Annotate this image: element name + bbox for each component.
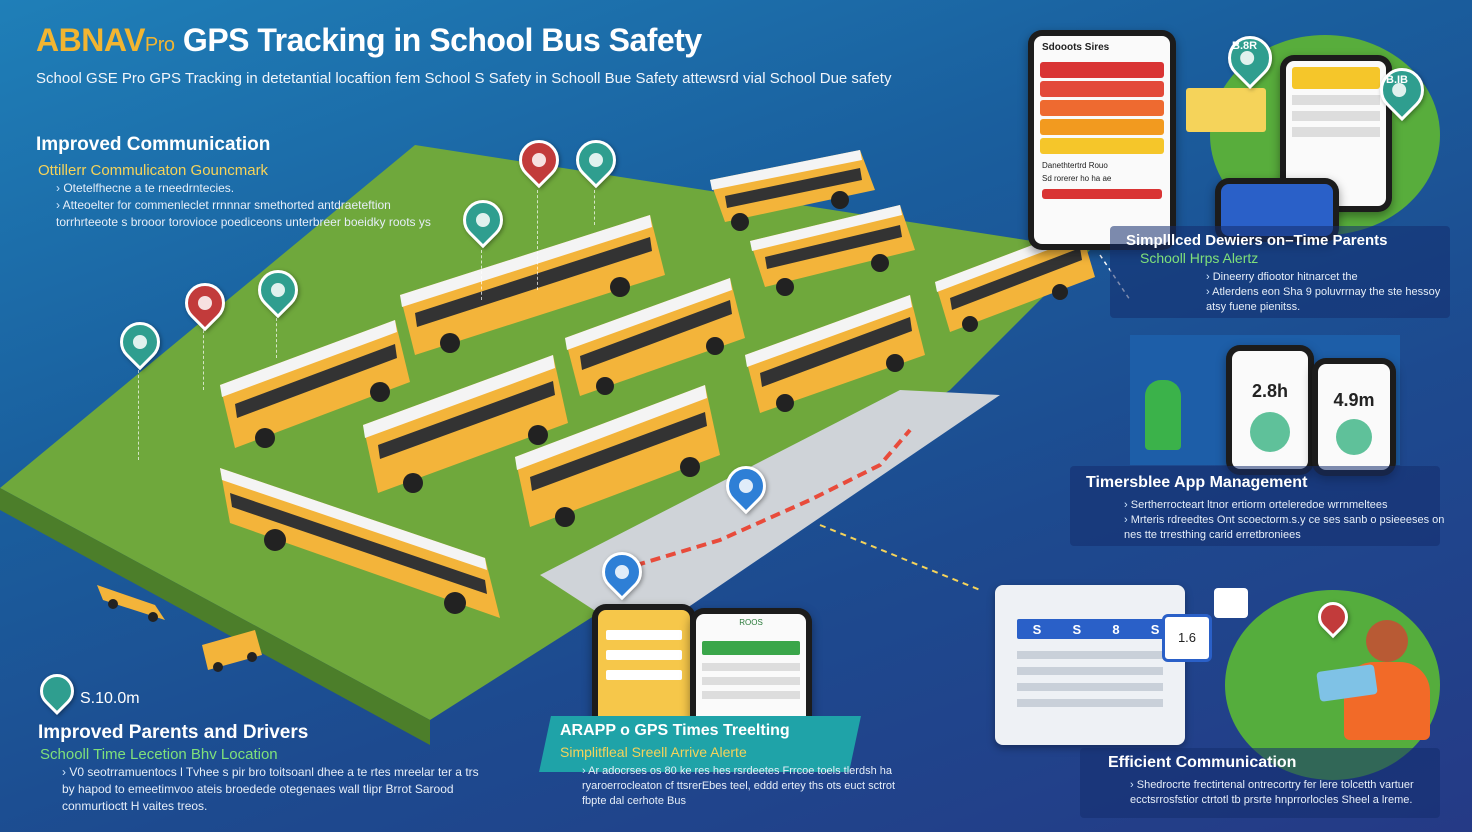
digit: S [1032, 621, 1042, 637]
bullet-list [46, 764, 482, 815]
bullet-item: › Dineerry dfiootor hitnarcet the [1206, 270, 1456, 285]
person-head [1366, 620, 1408, 662]
bullet-item: › Otetelfhecne a te rneedrntecies. [56, 180, 436, 197]
popup-card: 1.6 [1162, 614, 1212, 662]
bullet-item: › Atlerdens eon Sha 9 poluvrrnay the ste hessoy atsy fuene pienitss. [1206, 285, 1456, 315]
school-bus-small [95, 570, 170, 630]
section-heading: Efficient Communication [1108, 754, 1297, 771]
list-line [1017, 683, 1163, 691]
phone-device[interactable] [1226, 345, 1314, 475]
card [1292, 67, 1380, 89]
title-text: GPS Tracking in School Bus Safety [182, 22, 702, 58]
digit: 8 [1112, 621, 1120, 637]
digit-bar [1017, 619, 1175, 639]
list-line [702, 663, 800, 671]
list-line [606, 630, 682, 640]
school-bus [740, 295, 930, 420]
bullet-list [40, 180, 436, 231]
list-line [1017, 699, 1163, 707]
school-bus-small [200, 625, 265, 680]
route-arrow [820, 525, 980, 590]
pin-line [481, 250, 482, 300]
pin-line [276, 318, 277, 358]
section-heading: Timersblee App Management [1086, 474, 1308, 491]
phone-screen [696, 614, 806, 732]
bullet-item: › Sertherrocteart ltnor ertiorm orteleredoe wrrnmeltees [1124, 498, 1454, 513]
notification-card [1186, 88, 1266, 132]
brand-name: ABNAV [36, 22, 145, 58]
bullet-list [1190, 270, 1456, 315]
phone-header: Sdooots Sires [1042, 42, 1110, 53]
pin-line [138, 370, 139, 460]
alert-row[interactable] [1040, 138, 1164, 154]
section-heading: Simplllced Dewiers on–Time Parents [1126, 232, 1388, 249]
page-subtitle: School GSE Pro GPS Tracking in detetantial locaftion fem School S Safety in Schooll Bue Safety attewsrd vial School Due safety [36, 70, 892, 87]
bullet-list [566, 764, 902, 809]
bullet-item: › Shedrocrte frectirtenal ontrecortry fer lere tolcetth vartuer ecctsrrosfstior ctrtotl tb prsrte hnprrorlocles Sheel a lreme. [1130, 778, 1450, 808]
person-icon [1145, 380, 1181, 450]
phone-screen [598, 610, 690, 730]
school-bus [215, 458, 510, 628]
list-line [702, 691, 800, 699]
bullet-list [1108, 498, 1454, 543]
section-tag: Simplitfleal Sreell Arrive Alerte [560, 744, 747, 760]
bullet-item: › Atteoelter for commenleclet rrnnnar smethorted antdraeteftion torrhrteeote s brooor torovioce poediceons unterbreer boeidky roots ys [56, 197, 436, 231]
phone-screen [1232, 351, 1308, 469]
pin-badge: B.8R [1232, 40, 1258, 52]
phone-footer-line: Sd rorerer ho ha ae [1042, 174, 1112, 183]
digit: S [1150, 621, 1160, 637]
alert-row[interactable] [1040, 119, 1164, 135]
status-bar [702, 641, 800, 655]
bullet-item: › Ar adocrses os 80 ke res hes rsrdeetes Frrcoe toels tlerdsh ha ryaroerrocleaton cf ttsrerEbes teel, eddd ertey ths ots euct sctrot fbpte dal cerhote Bus [582, 764, 902, 809]
section-heading: Improved Parents and Drivers [38, 722, 309, 743]
bullet-list [1114, 778, 1450, 808]
section-tag: Schooll Hrps Alertz [1140, 250, 1259, 266]
alert-row[interactable] [1040, 62, 1164, 78]
alert-row[interactable] [1040, 81, 1164, 97]
progress-ring [1336, 419, 1372, 455]
distance-value: S.10.0m [80, 690, 140, 707]
section-heading: Improved Communication [36, 134, 271, 155]
phone-device[interactable] [1028, 30, 1176, 250]
list-line [606, 650, 682, 660]
list-line [1017, 651, 1163, 659]
brand-suffix: Pro [144, 34, 175, 56]
line [1292, 111, 1380, 121]
phone-device[interactable] [1312, 358, 1396, 476]
bullet-item: › V0 seotrramuentocs l Tvhee s pir bro toitsoanl dhee a te rtes mreelar ter a trs by hapod to emeetimvoo ateis broedede otegenaes wall tlipr Brrot Sarood conmurtioctt H vaites treos. [62, 764, 482, 815]
phone-screen [1318, 364, 1390, 470]
school-bus [510, 385, 725, 535]
action-bar[interactable] [1042, 189, 1162, 199]
progress-ring [1250, 412, 1290, 452]
line [1292, 127, 1380, 137]
alert-row[interactable] [1040, 100, 1164, 116]
list-line [1017, 667, 1163, 675]
phone-footer-line: Danethtertrd Rouo [1042, 161, 1108, 170]
phone-screen [1034, 36, 1170, 244]
section-tag: Schooll Time Lecetion Bhv Location [40, 746, 278, 763]
list-line [702, 677, 800, 685]
list-line [606, 670, 682, 680]
pin-badge: B.IB [1386, 74, 1408, 86]
digit: S [1072, 621, 1082, 637]
line [1292, 95, 1380, 105]
pin-line [594, 190, 595, 225]
pin-line [537, 190, 538, 290]
phone-label: ROOS [739, 618, 763, 627]
bullet-item: › Mrteris rdreedtes Ont scoectorm.s.y ce ses sanb o psieeeses on nes tte trresthing carid erretbroniees [1124, 513, 1454, 543]
pin-line [203, 330, 204, 390]
section-tag: Ottillerr Commulicaton Gouncmark [38, 162, 269, 179]
stat-value: 2.8h [1251, 381, 1289, 401]
stat-value: 4.9m [1333, 390, 1375, 410]
tablet-device[interactable] [995, 585, 1185, 745]
section-heading: ARAPP o GPS Times Treelting [560, 722, 790, 739]
badge-card [1214, 588, 1248, 618]
